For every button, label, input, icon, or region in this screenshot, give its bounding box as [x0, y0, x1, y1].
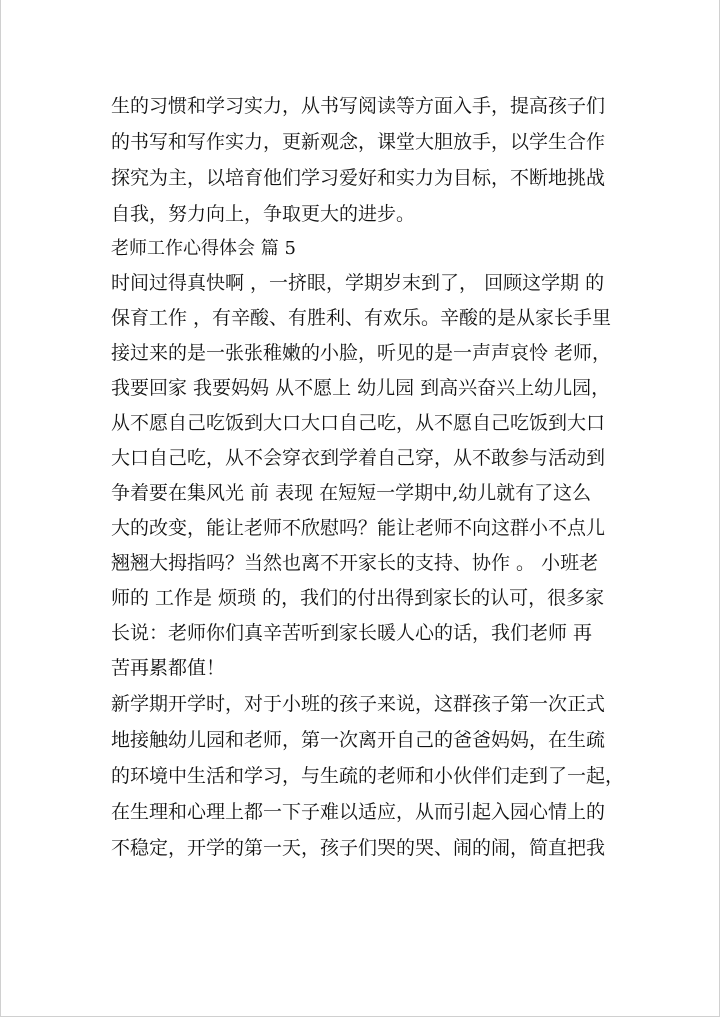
text-line: 我要回家 我要妈妈 从不愿上 幼儿园 到高兴奋兴上幼儿园， [111, 377, 611, 399]
text-line: 争着要在集风光 前 表现 在短短一学期中,幼儿就有了这么 [111, 482, 592, 504]
section-heading: 老师工作心得体会 篇 5 [111, 238, 296, 259]
text-line: 大口自己吃，从不会穿衣到学着自己穿，从不敢参与活动到 [111, 447, 606, 469]
text-line: 自我，努力向上，争取更大的进步。 [111, 203, 416, 225]
text-line: 长说：老师你们真辛苦听到家长暖人心的话，我们老师 再 [111, 622, 593, 644]
text-line: 生的习惯和学习实力，从书写阅读等方面入手，提高孩子们 [111, 95, 606, 117]
text-line: 翘翘大拇指吗？当然也离不开家长的支持、协作 。 小班老 [111, 552, 599, 574]
paragraph-2 [111, 266, 631, 686]
text-line: 不稳定，开学的第一天，孩子们哭的哭、闹的闹，简直把我 [111, 837, 606, 859]
text-line: 探究为主，以培育他们学习爱好和实力为目标，不断地挑战 [111, 167, 606, 189]
text-line: 保育工作 ，有辛酸、有胜利、有欢乐。辛酸的是从家长手里 [111, 307, 612, 329]
text-line: 苦再累都值！ [111, 657, 226, 679]
text-line: 大的改变，能让老师不欣慰吗？能让老师不向这群小不点儿 [111, 517, 606, 539]
text-line: 在生理和心理上都一下子难以适应，从而引起入园心情上的 [111, 801, 606, 823]
text-line: 时间过得真快啊 ，一挤眼，学期岁末到了， 回顾这学期 的 [111, 272, 605, 294]
paragraph-1 [111, 88, 631, 232]
text-line: 新学期开学时，对于小班的孩子来说，这群孩子第一次正式 [111, 693, 606, 715]
text-line: 接过来的是一张张稚嫩的小脸，听见的是一声声哀怜 老师， [111, 342, 612, 364]
text-line: 的书写和写作实力，更新观念，课堂大胆放手，以学生合作 [111, 131, 606, 153]
text-line: 从不愿自己吃饭到大口大口自己吃，从不愿自己吃饭到大口 [111, 412, 606, 434]
text-line: 地接触幼儿园和老师，第一次离开自己的爸爸妈妈，在生疏 [111, 729, 606, 751]
document-body [111, 88, 631, 866]
paragraph-3 [111, 686, 631, 866]
text-line: 师的 工作是 烦琐 的，我们的付出得到家长的认可，很多家 [111, 587, 605, 609]
text-line: 的环境中生活和学习，与生疏的老师和小伙伴们走到了一起， [111, 765, 625, 787]
